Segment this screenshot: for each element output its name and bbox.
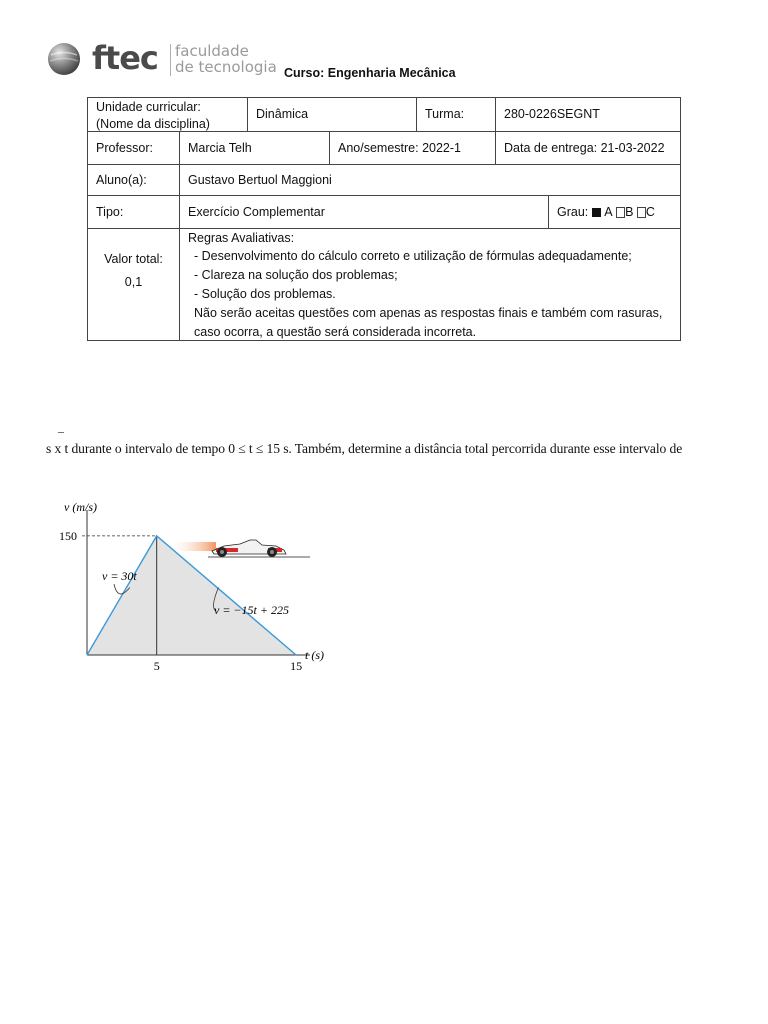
rule-item: - Solução dos problemas. <box>194 287 336 301</box>
delivery-date: Data de entrega: 21-03-2022 <box>504 140 665 155</box>
type-label-cell <box>87 195 180 229</box>
turma-label-cell <box>416 97 496 132</box>
logo-subtitle-line-2: de tecnologia <box>175 58 277 76</box>
logo-subtitle <box>175 43 277 75</box>
unit-label-line-2: (Nome da disciplina) <box>96 117 210 131</box>
type-label: Tipo: <box>96 204 124 219</box>
race-car-icon <box>168 540 310 557</box>
x-axis-label: t (s) <box>305 648 324 662</box>
student-value-cell <box>179 164 681 196</box>
logo-divider <box>170 44 171 76</box>
grade-option-b: B <box>625 204 634 219</box>
unit-value: Dinâmica <box>256 107 309 121</box>
turma-label: Turma: <box>425 107 465 121</box>
professor-label: Professor: <box>96 140 153 155</box>
x-tick-label: 15 <box>290 659 303 673</box>
course-title: Curso: Engenharia Mecânica <box>284 66 456 80</box>
delivery-date-cell <box>495 131 681 165</box>
professor-value-cell <box>179 131 330 165</box>
grade-option-a: A <box>604 204 613 219</box>
problem-dash: – <box>58 424 64 438</box>
velocity-time-chart <box>40 490 340 680</box>
y-tick-label: 150 <box>59 528 77 543</box>
student-name: Gustavo Bertuol Maggioni <box>188 172 332 187</box>
turma-value: 280-0226SEGNT <box>504 107 600 121</box>
unit-label-line-1: Unidade curricular: <box>96 100 201 114</box>
professor-value: Marcia Telh <box>188 140 252 155</box>
checkbox-empty-icon <box>616 207 625 218</box>
grade-cell <box>548 195 681 229</box>
grade-option-c: C <box>645 204 655 219</box>
student-label: Aluno(a): <box>96 172 147 187</box>
problem-text: s x t durante o intervalo de tempo 0 ≤ t ≤ 15 s. Também, determine a distância total percorrida durante esse intervalo de <box>46 441 683 456</box>
total-value: 0,1 <box>124 275 143 289</box>
rule-item: - Desenvolvimento do cálculo correto e utilização de fórmulas adequadamente; <box>194 249 632 263</box>
professor-label-cell <box>87 131 180 165</box>
type-value: Exercício Complementar <box>188 204 325 219</box>
unit-label-cell <box>87 97 248 132</box>
total-label: Valor total: <box>104 252 163 266</box>
total-value-cell <box>87 228 180 341</box>
logo-brand: ftec <box>92 39 158 77</box>
rule-note: Não serão aceitas questões com apenas as respostas finais e também com rasuras, <box>194 306 663 320</box>
grade-label: Grau: <box>557 204 589 219</box>
type-value-cell <box>179 195 549 229</box>
annotation-v-minus15t-225: v = −15t + 225 <box>214 603 289 617</box>
semester-cell <box>329 131 496 165</box>
y-axis-label: v (m/s) <box>64 500 97 514</box>
checkbox-checked-icon <box>592 208 601 217</box>
student-label-cell <box>87 164 180 196</box>
rules-title: Regras Avaliativas: <box>188 231 295 245</box>
x-tick-label: 5 <box>153 659 160 673</box>
rule-item: - Clareza na solução dos problemas; <box>194 268 398 282</box>
turma-value-cell <box>495 97 681 132</box>
logo-subtitle-line-1: faculdade <box>175 42 249 60</box>
logo-globe-icon <box>47 42 81 76</box>
semester-value: Ano/semestre: 2022-1 <box>338 140 461 155</box>
rules-cell <box>179 228 681 341</box>
rule-note: caso ocorra, a questão será considerada incorreta. <box>194 325 477 339</box>
checkbox-empty-icon <box>637 207 646 218</box>
unit-value-cell <box>247 97 417 132</box>
annotation-v-30t: v = 30t <box>102 569 137 583</box>
